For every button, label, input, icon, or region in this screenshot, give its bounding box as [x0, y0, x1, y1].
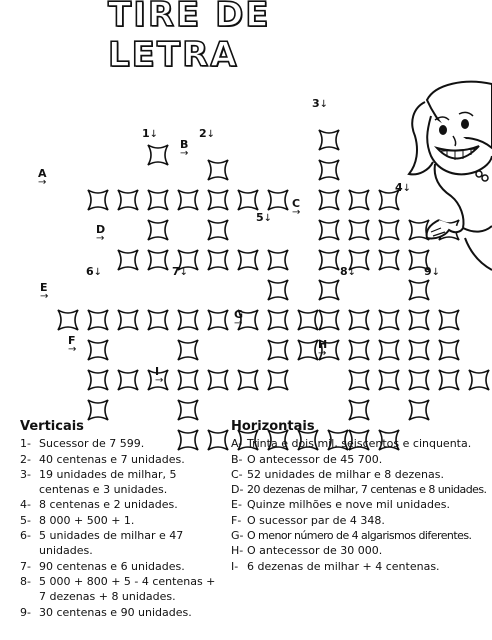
clue-item	[231, 528, 489, 543]
crossword-cell	[377, 308, 401, 332]
clue-text: Quinze milhões e nove mil unidades.	[247, 498, 450, 512]
clue-item	[20, 574, 225, 605]
across-marker-label: C	[292, 197, 301, 210]
arrow-right-icon: →	[155, 375, 164, 386]
arrow-right-icon: →	[292, 207, 301, 218]
across-marker-label: I	[155, 365, 160, 378]
clue-item	[231, 436, 489, 451]
clue-item	[20, 605, 225, 620]
clue-item	[231, 513, 489, 528]
crossword-cell	[206, 218, 230, 242]
arrow-right-icon: →	[40, 291, 49, 302]
clue-number: 4-	[20, 498, 31, 512]
crossword-cell	[266, 278, 290, 302]
across-marker	[292, 198, 300, 218]
clue-item	[20, 436, 225, 451]
arrow-down-icon: ↓	[431, 267, 441, 278]
clue-number: E-	[231, 498, 242, 512]
down-marker	[172, 266, 188, 278]
clue-number: 2-	[20, 452, 31, 466]
arrow-right-icon: →	[180, 148, 189, 159]
down-marker-label: 5	[256, 211, 264, 224]
clue-number: B-	[231, 452, 243, 466]
down-marker-label: 7	[172, 265, 180, 278]
across-marker	[96, 224, 105, 244]
clue-number: A-	[231, 437, 243, 451]
clue-item	[20, 513, 225, 528]
crossword-cell	[206, 188, 230, 212]
clue-number: D-	[231, 483, 244, 497]
crossword-cell	[317, 188, 341, 212]
clue-item	[231, 543, 489, 558]
clue-text: 6 dezenas de milhar + 4 centenas.	[247, 559, 440, 573]
clue-text: O antecessor de 45 700.	[247, 452, 383, 466]
verticais-heading: Verticais	[20, 419, 84, 434]
arrow-right-icon: →	[234, 318, 243, 329]
crossword-cell	[116, 188, 140, 212]
crossword-cell	[266, 248, 290, 272]
arrow-down-icon: ↓	[93, 267, 103, 278]
clue-text: 5 000 + 800 + 5 - 4 centenas + 7 dezenas + 8 unidades.	[39, 574, 216, 604]
crossword-cell	[437, 338, 461, 362]
crossword-cell	[266, 188, 290, 212]
down-marker-label: 3	[312, 97, 320, 110]
clue-item	[20, 467, 225, 498]
crossword-cell	[317, 278, 341, 302]
clue-text: 8 centenas e 2 unidades.	[39, 498, 178, 512]
crossword-cell	[236, 188, 260, 212]
clue-text: O sucessor par de 4 348.	[247, 513, 385, 527]
arrow-down-icon: ↓	[149, 129, 159, 140]
clue-number: 8-	[20, 574, 31, 588]
clue-text: O antecessor de 30 000.	[247, 544, 383, 558]
horizontais-list	[231, 436, 489, 574]
arrow-down-icon: ↓	[319, 99, 329, 110]
crossword-cell	[407, 278, 431, 302]
crossword-cell	[377, 368, 401, 392]
clue-number: 7-	[20, 559, 31, 573]
clue-item	[231, 482, 489, 497]
crossword-cell	[407, 368, 431, 392]
clue-text: 30 centenas e 90 unidades.	[39, 605, 192, 619]
clue-text: O menor número de 4 algarismos diferentes.	[247, 529, 472, 543]
crossword-cell	[317, 218, 341, 242]
crossword-cell	[407, 338, 431, 362]
clue-text: 40 centenas e 7 unidades.	[39, 452, 185, 466]
clue-item	[20, 528, 225, 559]
crossword-cell	[347, 188, 371, 212]
clue-number: 6-	[20, 529, 31, 543]
across-marker-label: H	[318, 338, 328, 351]
across-marker-label: D	[96, 223, 106, 236]
crossword-cell	[206, 248, 230, 272]
clue-text: 8 000 + 500 + 1.	[39, 513, 135, 527]
clue-text: 90 centenas e 6 unidades.	[39, 559, 185, 573]
clue-item	[231, 452, 489, 467]
down-marker-label: 6	[86, 265, 94, 278]
crossword-cell	[377, 248, 401, 272]
crossword-cell	[176, 368, 200, 392]
crossword-cell	[467, 368, 491, 392]
crossword-cell	[116, 368, 140, 392]
arrow-down-icon: ↓	[206, 129, 216, 140]
crossword-cell	[347, 308, 371, 332]
across-marker	[40, 282, 48, 302]
down-marker-label: 4	[395, 181, 403, 194]
down-marker-label: 1	[142, 127, 150, 140]
clue-text: 20 dezenas de milhar, 7 centenas e 8 unidades.	[247, 483, 487, 497]
clue-number: C-	[231, 467, 243, 481]
clue-item	[231, 559, 489, 574]
across-marker	[68, 335, 76, 355]
crossword-cell	[266, 368, 290, 392]
arrow-right-icon: →	[96, 233, 105, 244]
crossword-cell	[266, 338, 290, 362]
page-title-text: TIRE DE LETRA	[108, 0, 271, 75]
crossword-cell	[347, 338, 371, 362]
arrow-down-icon: ↓	[402, 183, 412, 194]
clue-text: Sucessor de 7 599.	[39, 437, 145, 451]
arrow-right-icon: →	[68, 344, 77, 355]
crossword-cell	[206, 368, 230, 392]
across-marker-label: G	[234, 308, 244, 321]
crossword-cell	[377, 338, 401, 362]
arrow-right-icon: →	[318, 348, 327, 359]
crossword-cell	[377, 218, 401, 242]
down-marker	[142, 128, 158, 140]
clue-number: F-	[231, 513, 242, 527]
crossword-cell	[317, 248, 341, 272]
clue-text: Trinta e dois mil, seiscentos e cinquenta.	[247, 437, 472, 451]
crossword-cell	[146, 143, 170, 167]
across-marker-label: A	[38, 167, 47, 180]
crossword-cell	[176, 188, 200, 212]
crossword-cell	[236, 248, 260, 272]
crossword-cell	[437, 308, 461, 332]
crossword-cell	[146, 248, 170, 272]
verticais-list	[20, 436, 225, 620]
crossword-cell	[146, 218, 170, 242]
crossword-cell	[206, 158, 230, 182]
girl-illustration	[402, 78, 492, 274]
crossword-cell	[347, 368, 371, 392]
clue-number: 3-	[20, 467, 31, 481]
crossword-cell	[146, 188, 170, 212]
crossword-cell	[86, 188, 110, 212]
down-marker	[312, 98, 328, 110]
arrow-down-icon: ↓	[347, 267, 357, 278]
crossword-cell	[176, 338, 200, 362]
across-marker-label: E	[40, 281, 48, 294]
down-marker-label: 9	[424, 265, 432, 278]
clue-number: 9-	[20, 605, 31, 619]
arrow-down-icon: ↓	[263, 213, 273, 224]
crossword-cell	[236, 368, 260, 392]
clue-item	[231, 467, 489, 482]
across-marker	[155, 366, 163, 386]
verticais-clues	[20, 419, 225, 620]
crossword-cell	[407, 308, 431, 332]
clue-item	[20, 452, 225, 467]
down-marker-label: 2	[199, 127, 207, 140]
down-marker	[199, 128, 215, 140]
across-marker-label: B	[180, 138, 189, 151]
clue-item	[20, 559, 225, 574]
clue-number: H-	[231, 544, 244, 558]
crossword-cell	[347, 218, 371, 242]
crossword-cell	[56, 308, 80, 332]
crossword-cell	[266, 308, 290, 332]
crossword-cell	[176, 308, 200, 332]
crossword-cell	[116, 248, 140, 272]
down-marker-label: 8	[340, 265, 348, 278]
clue-item	[20, 497, 225, 512]
clue-number: 1-	[20, 437, 31, 451]
clue-number: I-	[231, 559, 239, 573]
down-marker	[86, 266, 102, 278]
crossword-cell	[86, 338, 110, 362]
clue-text: 52 unidades de milhar e 8 dezenas.	[247, 467, 444, 481]
crossword-cell	[317, 158, 341, 182]
clue-text: 19 unidades de milhar, 5 centenas e 3 unidades.	[39, 467, 177, 497]
clue-number: G-	[231, 529, 244, 543]
arrow-down-icon: ↓	[179, 267, 189, 278]
crossword-cell	[317, 128, 341, 152]
crossword-cell	[437, 368, 461, 392]
crossword-cell	[146, 308, 170, 332]
clue-number: 5-	[20, 513, 31, 527]
crossword-cell	[86, 368, 110, 392]
clue-text: 5 unidades de milhar e 47 unidades.	[39, 529, 184, 558]
across-marker	[318, 339, 327, 359]
across-marker-label: F	[68, 334, 76, 347]
across-marker	[234, 309, 243, 329]
down-marker	[340, 266, 356, 278]
horizontais-heading: Horizontais	[231, 419, 315, 434]
crossword-cell	[206, 308, 230, 332]
horizontais-clues	[231, 419, 489, 574]
arrow-right-icon: →	[38, 177, 47, 188]
crossword-cell	[317, 308, 341, 332]
across-marker	[180, 139, 188, 159]
across-marker	[38, 168, 47, 188]
crossword-cell	[86, 308, 110, 332]
clue-item	[231, 497, 489, 512]
crossword-cell	[116, 308, 140, 332]
down-marker	[256, 212, 272, 224]
